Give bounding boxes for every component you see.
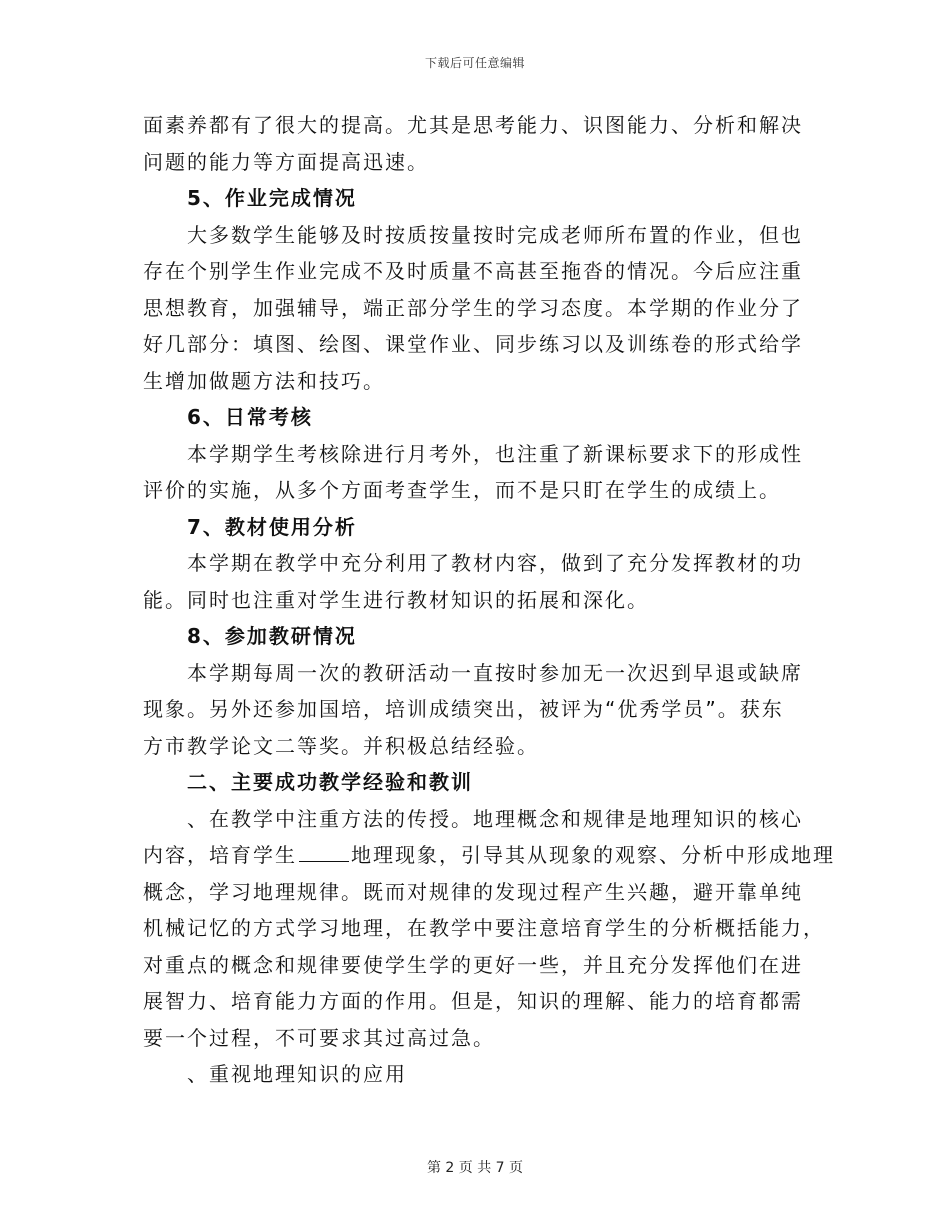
paragraph-line: 评价的实施，从多个方面考查学生，而不是只盯在学生的成绩上。 bbox=[143, 478, 781, 502]
paragraph-line: 现象。另外还参加国培，培训成绩突出，被评为“优秀学员”。获东 bbox=[143, 697, 784, 721]
paragraph-line: 要一个过程，不可要求其过高过急。 bbox=[143, 1025, 495, 1050]
paragraph-line: 、在教学中注重方法的传授。地理概念和规律是地理知识的核心 bbox=[187, 806, 803, 831]
section-heading-assessment: 6、日常考核 bbox=[187, 405, 313, 429]
paragraph-line: 能。同时也注重对学生进行教材知识的拓展和深化。 bbox=[143, 587, 649, 612]
paragraph-line: 存在个别学生作业完成不及时质量不高甚至拖沓的情况。今后应注重 bbox=[143, 259, 803, 283]
paragraph-line: 问题的能力等方面提高迅速。 bbox=[143, 149, 429, 174]
paragraph-line-with-blank bbox=[143, 837, 835, 874]
paragraph-line: 本学期每周一次的教研活动一直按时参加无一次迟到早退或缺席 bbox=[187, 660, 803, 685]
section-heading-research: 8、参加教研情况 bbox=[187, 624, 357, 648]
fill-in-blank bbox=[299, 841, 349, 862]
section-heading-experience: 二、主要成功教学经验和教训 bbox=[187, 770, 473, 794]
paragraph-line: 对重点的概念和规律要使学生学的更好一些，并且充分发挥他们在进 bbox=[143, 952, 803, 977]
paragraph-line: 本学期学生考核除进行月考外，也注重了新课标要求下的形成性 bbox=[187, 441, 803, 466]
paragraph-line: 面素养都有了很大的提高。尤其是思考能力、识图能力、分析和解决 bbox=[143, 113, 803, 137]
paragraph-line: 好几部分：填图、绘图、课堂作业、同步练习以及训练卷的形式给学 bbox=[143, 332, 803, 356]
paragraph-line: 方市教学论文二等奖。并积极总结经验。 bbox=[143, 733, 539, 758]
paragraph-line: 机械记忆的方式学习地理，在教学中要注意培育学生的分析概括能力， bbox=[143, 916, 825, 940]
page-number-footer: 第 2 页 共 7 页 bbox=[426, 1160, 524, 1176]
paragraph-line: 本学期在教学中充分利用了教材内容，做到了充分发挥教材的功 bbox=[187, 551, 803, 575]
paragraph-line: 大多数学生能够及时按质按量按时完成老师所布置的作业，但也 bbox=[187, 222, 803, 247]
paragraph-line: 概念，学习地理规律。既而对规律的发现过程产生兴趣，避开靠单纯 bbox=[143, 879, 803, 904]
section-heading-textbook: 7、教材使用分析 bbox=[187, 514, 357, 539]
document-body bbox=[143, 107, 835, 1093]
paragraph-fragment: 内容，培育学生 bbox=[143, 843, 297, 867]
section-heading-homework: 5、作业完成情况 bbox=[187, 186, 357, 210]
paragraph-line: 思想教育，加强辅导，端正部分学生的学习态度。本学期的作业分了 bbox=[143, 295, 803, 320]
paragraph-line: 展智力、培育能力方面的作用。但是，知识的理解、能力的培育都需 bbox=[143, 989, 803, 1013]
paragraph-line: 、重视地理知识的应用 bbox=[187, 1062, 407, 1086]
paragraph-line: 生增加做题方法和技巧。 bbox=[143, 368, 385, 393]
paragraph-fragment: 地理现象，引导其从现象的观察、分析中形成地理 bbox=[351, 843, 835, 867]
page-header-note: 下载后可任意编辑 bbox=[424, 56, 525, 70]
